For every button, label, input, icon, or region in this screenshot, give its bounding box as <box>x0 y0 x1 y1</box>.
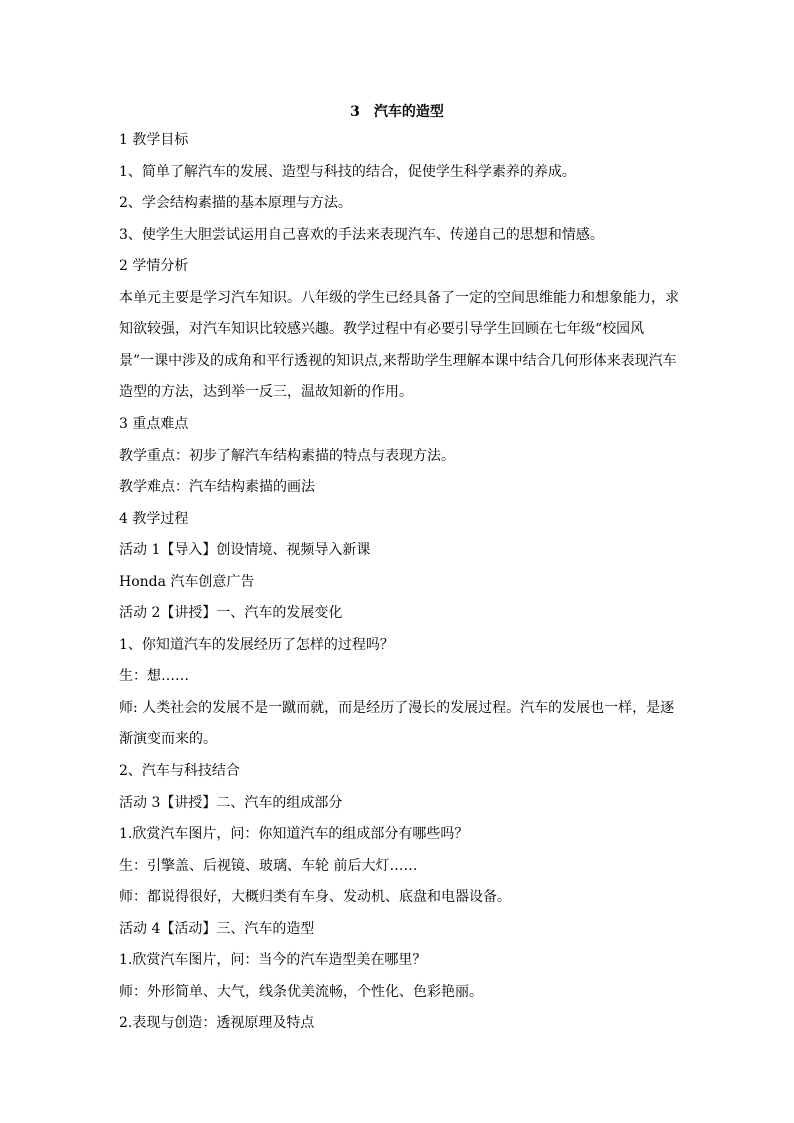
difficult-point: 教学难点：汽车结构素描的画法 <box>119 479 315 495</box>
activity-3-teacher-remark: 师：都说得很好，大概归类有车身、发动机、底盘和电器设备。 <box>119 889 511 905</box>
activity-2-heading: 活动 2【讲授】一、汽车的发展变化 <box>119 605 343 621</box>
objective-item-1: 1、简单了解汽车的发展、造型与科技的结合，促使学生科学素养的养成。 <box>119 163 576 180</box>
section-heading-analysis: 2 学情分析 <box>119 258 189 274</box>
section-heading-key-points: 3 重点难点 <box>119 416 189 432</box>
key-point: 教学重点：初步了解汽车结构素描的特点与表现方法。 <box>119 447 455 464</box>
section-heading-objectives: 1 教学目标 <box>119 132 189 148</box>
activity-4-heading: 活动 4【活动】三、汽车的造型 <box>119 920 315 937</box>
activity-1-text: Honda 汽车创意广告 <box>119 573 255 590</box>
activity-3-heading: 活动 3【讲授】二、汽车的组成部分 <box>119 794 343 811</box>
document-title: 3 汽车的造型 <box>350 104 444 120</box>
activity-1-heading: 活动 1【导入】创设情境、视频导入新课 <box>119 542 371 558</box>
section-heading-process: 4 教学过程 <box>119 510 189 527</box>
activity-4-subpoint: 2.表现与创造：透视原理及特点 <box>119 1015 315 1031</box>
activity-2-teacher-remark: 师: 人类社会的发展不是一蹴而就，而是经历了漫长的发展过程。汽车的发展也一样，是逐渐演变而来的。 <box>119 699 675 747</box>
activity-4-teacher-remark: 师：外形简单、大气，线条优美流畅，个性化、色彩艳丽。 <box>119 983 483 1000</box>
activity-4-question: 1.欣赏汽车图片，问：当今的汽车造型美在哪里？ <box>119 952 427 968</box>
document-body <box>119 130 679 1045</box>
objective-item-2: 2、学会结构素描的基本原理与方法。 <box>119 195 352 211</box>
activity-2-question: 1、你知道汽车的发展经历了怎样的过程吗？ <box>119 636 394 653</box>
analysis-paragraph: 本单元主要是学习汽车知识。八年级的学生已经具备了一定的空间思维能力和想象能力，求知欲较强，对汽车知识比较感兴趣。教学过程中有必要引导学生回顾在七年级“校园风景”一课中涉及的成角和平行透视的知识点,来帮助学生理解本课中结合几何形体来表现汽车造型的方法，达到举一反三，温故知新的作用。 <box>119 289 679 400</box>
activity-3-student-answer: 生：引擎盖、后视镜、玻璃、车轮 前后大灯…… <box>119 857 418 874</box>
objective-item-3: 3、使学生大胆尝试运用自己喜欢的手法来表现汽车、传递自己的思想和情感。 <box>119 226 604 243</box>
activity-2-student-answer: 生：想…… <box>119 668 189 684</box>
activity-2-subpoint: 2、汽车与科技结合 <box>119 763 240 779</box>
activity-3-question: 1.欣赏汽车图片，问：你知道汽车的组成部分有哪些吗？ <box>119 826 469 842</box>
